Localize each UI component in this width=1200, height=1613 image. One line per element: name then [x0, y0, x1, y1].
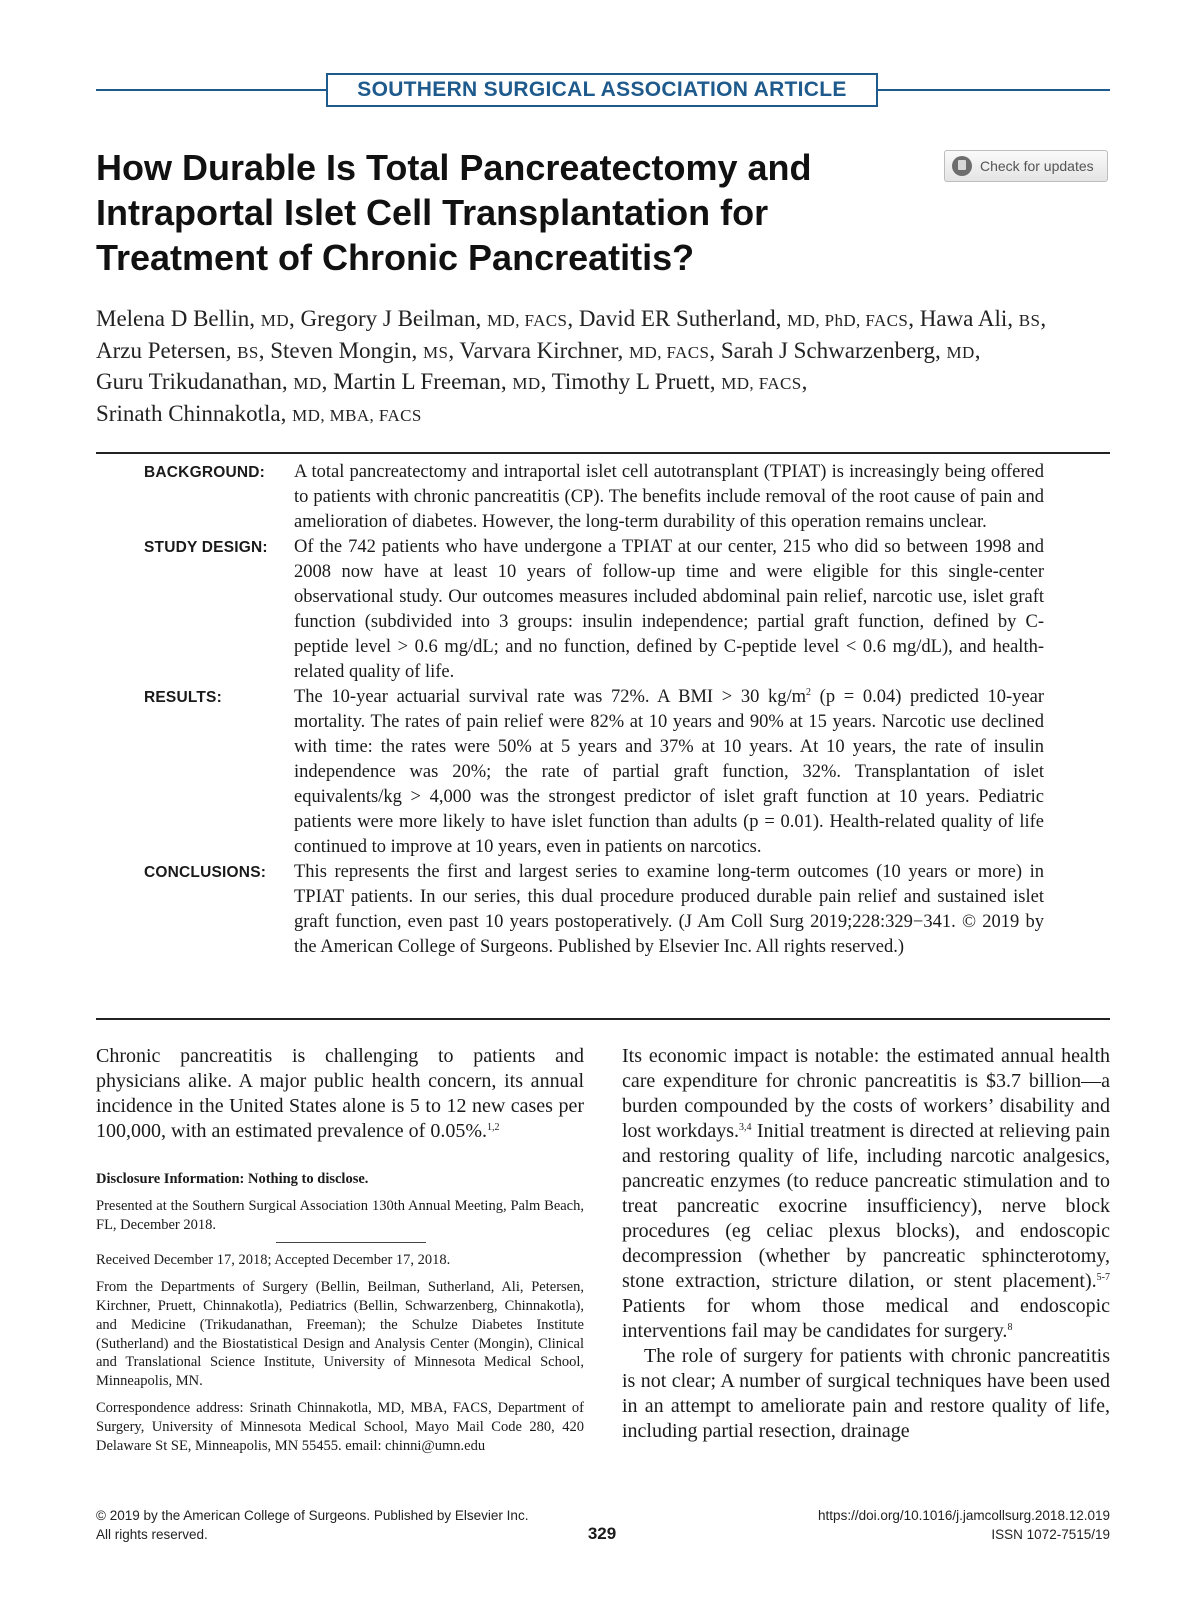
copyright-line: All rights reserved. — [96, 1527, 208, 1542]
author-degree: MD, MBA, FACS — [292, 405, 422, 425]
author-degree: BS — [237, 342, 259, 362]
presented-note: Presented at the Southern Surgical Association 130th Annual Meeting, Palm Beach, FL, December 2018. — [96, 1197, 584, 1233]
author-name: David ER Sutherland — [578, 306, 776, 331]
abstract-text — [294, 685, 1044, 860]
issn: ISSN 1072-7515/19 — [991, 1527, 1110, 1542]
author-name: Varvara Kirchner — [459, 337, 618, 363]
citation-superscript: 3,4 — [739, 1122, 752, 1133]
disclosure: Disclosure Information: Nothing to disclose. — [96, 1171, 369, 1187]
author-name: Sarah J Schwarzenberg — [720, 337, 936, 363]
intro-paragraph — [96, 1044, 584, 1144]
divider-top — [96, 452, 1110, 454]
doi-link[interactable]: https://doi.org/10.1016/j.jamcollsurg.2018.12.019 — [818, 1508, 1110, 1523]
title-line: Intraportal Islet Cell Transplantation for — [96, 192, 769, 233]
left-column — [96, 1044, 584, 1455]
abstract-conclusions — [144, 860, 1044, 960]
abstract-background — [144, 460, 1044, 535]
citation-superscript: 1,2 — [487, 1122, 500, 1133]
author-line: Arzu Petersen, BS, Steven Mongin, MS, Varvara Kirchner, MD, FACS, Sarah J Schwarzenberg, MD, — [96, 337, 981, 363]
author-name: Hawa Ali — [919, 306, 1008, 331]
banner-rule-right — [878, 89, 1110, 91]
paragraph-text: Initial treatment is directed at relieving pain and restoring quality of life, including narcotic analgesics, pancreatic enzymes (to reduce pancreatic stimulation and to treat pancreatic exocrine insufficiency), nerve block procedures (eg celiac plexus blocks), and endoscopic decompression (whether by pancreatic sphincterotomy, stone extraction, stricture dilation, or stent placement). — [622, 1120, 1110, 1292]
abstract-study-design — [144, 535, 1044, 685]
abstract — [144, 460, 1044, 960]
author-line: Guru Trikudanathan, MD, Martin L Freeman, MD, Timothy L Pruett, MD, FACS, — [96, 369, 808, 394]
abstract-text: A total pancreatectomy and intraportal islet cell autotransplant (TPIAT) is increasingly being offered to patients with chronic pancreatitis (CP). The benefits include removal of the root cause of pain and amelioration of diabetes. However, the long-term durability of this operation remains unclear. — [294, 462, 1044, 532]
author-list — [96, 304, 1116, 430]
author-name: Melena D Bellin — [96, 306, 250, 331]
results-text-part: The 10-year actuarial survival rate was 72%. A BMI > 30 kg/m — [294, 687, 807, 707]
banner-rule-left — [96, 89, 326, 91]
body-paragraph — [622, 1044, 1110, 1344]
bookmark-icon — [952, 156, 972, 176]
author-name: Steven Mongin — [270, 337, 412, 363]
received-note: Received December 17, 2018; Accepted December 17, 2018. — [96, 1252, 451, 1269]
citation-superscript: 8 — [1007, 1322, 1013, 1333]
superscript: 2 — [806, 687, 812, 698]
author-degree: MS — [422, 342, 449, 362]
check-for-updates-button[interactable] — [944, 150, 1108, 182]
footer-identifiers — [700, 1506, 1110, 1544]
author-name: Gregory J Beilman — [300, 306, 476, 331]
results-text-part: (p = 0.04) predicted 10-year mortality. The rates of pain relief were 82% at 10 years and 90% at 15 years. Narcotic use declined with time: the rates were 50% at 5 years and 37% at 10 years. At 10 years, the rate of insulin independence was 20%; the rate of partial graft function, 32%. Transplantation of islet equivalents/kg > 4,000 was the strongest predictor of islet graft function at 10 years. Pediatric patients were more likely to have islet function than adults (p = 0.01). Health-related quality of life continued to improve at 10 years, even in patients on narcotics. — [294, 687, 1044, 857]
author-line: Melena D Bellin, MD, Gregory J Beilman, MD, FACS, David ER Sutherland, MD, PhD, FACS, Hawa Ali, BS, — [96, 306, 1047, 331]
intro-text: Chronic pancreatitis is challenging to patients and physicians alike. A major public health concern, its annual incidence in the United States alone is 5 to 12 new cases per 100,000, with an estimated prevalence of 0.05%. — [96, 1045, 584, 1142]
paragraph-text: Patients for whom those medical and endoscopic interventions fail may be candidates for surgery. — [622, 1295, 1110, 1342]
author-degree: MD, FACS — [487, 311, 568, 330]
check-for-updates-label: Check for updates — [980, 158, 1094, 174]
author-degree: MD, FACS — [721, 374, 802, 393]
author-degree: MD — [946, 342, 975, 362]
citation-superscript: 5-7 — [1096, 1272, 1110, 1283]
abstract-results — [144, 685, 1044, 860]
author-line: Srinath Chinnakotla, MD, MBA, FACS — [96, 400, 422, 426]
title-line: Treatment of Chronic Pancreatitis? — [96, 237, 695, 278]
footnote-divider — [276, 1242, 426, 1243]
author-degree: MD — [512, 374, 541, 393]
page-number: 329 — [587, 1524, 617, 1543]
author-degree: BS — [1018, 311, 1041, 330]
right-column — [622, 1044, 1110, 1444]
correspondence-note: Correspondence address: Srinath Chinnakotla, MD, MBA, FACS, Department of Surgery, University of Minnesota Medical School, Mayo Mail Code 280, 420 Delaware St SE, Minneapolis, MN 55455. email: chinni@umn.edu — [96, 1399, 584, 1454]
author-name: Timothy L Pruett — [551, 369, 710, 394]
author-name: Martin L Freeman — [333, 369, 501, 394]
abstract-label: CONCLUSIONS: — [144, 864, 267, 881]
affiliations-note: From the Departments of Surgery (Bellin, Beilman, Sutherland, Ali, Petersen, Kirchner, Pruett, Chinnakotla), Pediatrics (Bellin, Schwarzenberg, Chinnakotla), and Medicine (Trikudanathan, Freeman); the Schulze Diabetes Institute (Sutherland) and the Biostatistical Design and Analysis Center (Mongin), Clinical and Translational Science Institute, University of Minnesota Medical School, Minneapolis, MN. — [96, 1279, 584, 1390]
paragraph-text: Its economic impact is notable: the estimated annual health care expenditure for chronic pancreatitis is $3.7 billion—a burden compounded by the costs of workers’ disability and lost workdays. — [622, 1045, 1110, 1142]
author-degree: MD, PhD, FACS — [787, 311, 909, 330]
copyright-line: © 2019 by the American College of Surgeons. Published by Elsevier Inc. — [96, 1508, 529, 1523]
abstract-text: This represents the first and largest series to examine long-term outcomes (10 years or more) in TPIAT patients. In our series, this dual procedure produced durable pain relief and sustained islet graft function, even past 10 years postoperatively. (J Am Coll Surg 2019;228:329−341. © 2019 by the American College of Surgeons. Published by Elsevier Inc. All rights reserved.) — [294, 862, 1044, 957]
abstract-label: BACKGROUND: — [144, 464, 266, 481]
author-degree: MD — [260, 311, 289, 330]
divider-bottom — [96, 1018, 1110, 1020]
abstract-label: STUDY DESIGN: — [144, 539, 268, 556]
title-line: How Durable Is Total Pancreatectomy and — [96, 147, 812, 188]
footer-copyright — [96, 1506, 528, 1544]
author-name: Arzu Petersen — [96, 337, 226, 363]
article-title — [96, 145, 916, 280]
author-name: Srinath Chinnakotla — [96, 400, 281, 426]
body-paragraph: The role of surgery for patients with chronic pancreatitis is not clear; A number of surgical techniques have been used in an attempt to ameliorate pain and restore quality of life, including partial resection, drainage — [622, 1345, 1110, 1442]
author-name: Guru Trikudanathan — [96, 369, 282, 394]
abstract-label: RESULTS: — [144, 689, 222, 706]
author-degree: MD — [293, 374, 322, 393]
abstract-text: Of the 742 patients who have undergone a TPIAT at our center, 215 who did so between 1998 and 2008 now have at least 10 years of follow-up time and were eligible for this single-center observational study. Our outcomes measures included abdominal pain relief, narcotic use, islet graft function (subdivided into 3 groups: insulin independence; partial graft function, defined by C-peptide level > 0.6 mg/dL; and no function, defined by C-peptide level < 0.6 mg/dL), and health-related quality of life. — [294, 537, 1044, 682]
section-banner: SOUTHERN SURGICAL ASSOCIATION ARTICLE — [326, 73, 878, 107]
author-degree: MD, FACS — [629, 342, 710, 362]
